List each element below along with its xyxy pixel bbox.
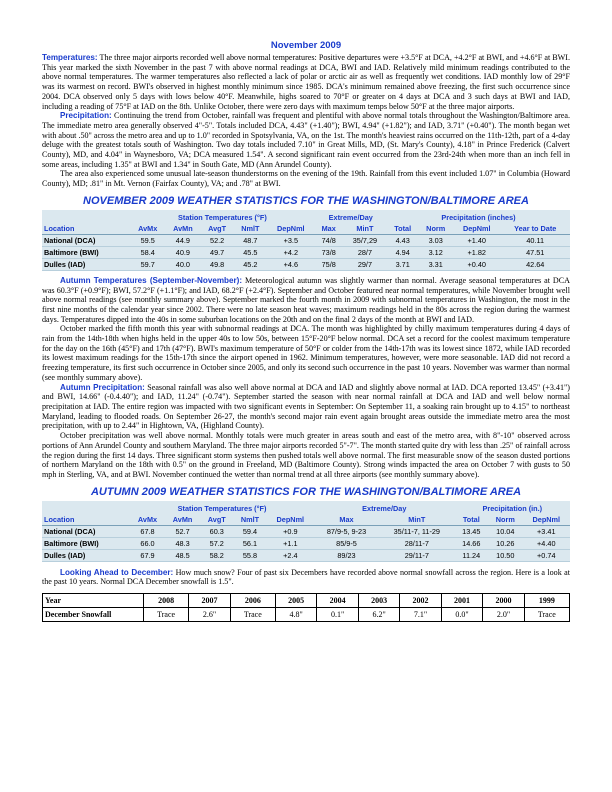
table-cell: 47.51 [500,246,570,258]
autumn-temperatures-lead: Autumn Temperatures (September-November): [60,275,243,285]
table-cell: Trace [524,608,569,622]
month-title: November 2009 [270,40,342,51]
table-cell: 1999 [524,594,569,608]
column-header: Location [42,514,130,526]
column-header: AvgT [201,223,234,235]
table-cell: 0.0" [441,608,482,622]
table-row [42,525,570,537]
table-cell: 29/7 [343,258,387,270]
table-cell: 2004 [317,594,358,608]
autumn-temperatures-text: Meteorological autumn was slightly warmer than normal. Average seasonal temperatures at DCA was 60.3°F (+0.9°F); BWI, 57.2°F (+1.1°F); and IAD, 68.2°F (+2.4°F). September and October featured near normal temperatures, while November brought well above normal readings (see monthly summary above). September marked the fourth month in 2009 with subnormal temperatures in Washington, the most in the first nine months of the calendar year since 2002. There were no late season heat waves; maximum readings held in the 80s across the region during the warmest days. Temperatures dipped into the 40s in some suburban locations on the 20th and on the final 2 days of the month at BWI and IAD. [42,275,570,324]
autumn-stats-table [42,501,570,562]
october-temperatures-paragraph: October marked the fifth month this year with subnormal readings at DCA. The month was highlighted by chilly maximum temperatures during 4 days of rain from the 14th-18th when highs held in the upper 40s to low 50s, between 15°F-20°F below normal. DCA set a record for the coolest maximum temperature for the day on the 16th (45°F) and 17th (47°F). BWI's maximum temperature of 50°F or colder from the 14th-17th was its lowest since 1872, while IAD recorded its lowest maximum readings for the 15th-17th since the airport opened in 1962. Minimum temperatures, however, were more seasonable. IAD did not record a freezing temperature, its first such occurrence in October since 2005, and only its second such occurrence in the past 10 years. November was warmer than normal (see monthly summary above). [42,324,570,382]
table-cell: 89/23 [314,549,379,561]
table-group-row [42,501,570,514]
table-cell: 40.0 [165,258,200,270]
column-header: DepNml [523,514,570,526]
column-header: Norm [418,223,453,235]
table-cell: Baltimore (BWI) [42,246,130,258]
table-cell: 3.03 [418,234,453,246]
column-header: DepNml [267,514,314,526]
november-stats-title: NOVEMBER 2009 WEATHER STATISTICS FOR THE WASHINGTON/BALTIMORE AREA [83,194,529,207]
table-cell: Dulles (IAD) [42,549,130,561]
column-header: DepNml [453,223,500,235]
thunderstorm-paragraph: The area also experienced some unusual late-season thunderstorms on the evening of the 19th. Rainfall from this event included 1.07" in Columbia (Howard County), MD; .81" in Mt. Vernon (Fairfax County), VA; and .78" at BWI. [42,169,570,189]
newsletter-page [42,40,570,622]
snowfall-label: December Snowfall [43,608,144,622]
looking-ahead-lead: Looking Ahead to December: [60,567,174,577]
table-row [43,608,570,622]
table-cell: 2003 [358,594,399,608]
column-header: DepNml [267,223,314,235]
extreme-group-label: Extreme/Day [328,212,373,222]
precip-group-label: Precipitation (inches) [441,212,516,222]
column-header: Max [315,223,343,235]
autumn-precipitation-lead: Autumn Precipitation: [60,382,145,392]
table-row [42,549,570,561]
table-header-row [42,223,570,235]
autumn-temperatures-paragraph [42,276,570,325]
table-cell: 29/11-7 [379,549,455,561]
table-cell: 49.7 [201,246,234,258]
table-cell: +1.40 [453,234,500,246]
table-cell: 48.7 [234,234,267,246]
table-cell: 7.1" [400,608,441,622]
autumn-stats-title: AUTUMN 2009 WEATHER STATISTICS FOR THE WASHINGTON/BALTIMORE AREA [90,485,522,498]
table-cell: 4.43 [387,234,418,246]
column-header: NmlT [233,514,266,526]
table-cell: 66.0 [130,537,165,549]
precipitation-paragraph [42,111,570,169]
autumn-precipitation-paragraph [42,383,570,432]
table-cell: 2000 [483,594,524,608]
table-cell: 58.4 [130,246,165,258]
table-cell: 2005 [275,594,316,608]
table-cell: 42.64 [500,258,570,270]
precip-group-label: Precipitation (in.) [482,503,543,513]
column-header: MinT [379,514,455,526]
table-cell: +0.74 [523,549,570,561]
table-cell: 6.2" [358,608,399,622]
table-cell: Dulles (IAD) [42,258,130,270]
column-header: AvMx [130,223,165,235]
table-cell: National (DCA) [42,234,130,246]
table-cell: 57.2 [200,537,233,549]
table-cell: 14.66 [455,537,488,549]
column-header: Norm [488,514,523,526]
table-cell: +0.9 [267,525,314,537]
table-cell: +4.6 [267,258,314,270]
temperatures-lead: Temperatures: [42,53,98,62]
table-cell: 58.2 [200,549,233,561]
table-cell: 48.5 [165,549,200,561]
table-cell: 52.2 [201,234,234,246]
table-cell: 11.24 [455,549,488,561]
table-cell: 35/11-7, 11-29 [379,525,455,537]
november-stats-table [42,210,570,271]
table-cell: 49.8 [201,258,234,270]
table-cell: Trace [230,608,275,622]
looking-ahead-paragraph [42,568,570,587]
table-cell: 28/7 [343,246,387,258]
table-cell: 45.2 [234,258,267,270]
table-header-row [42,514,570,526]
table-cell: 2002 [400,594,441,608]
table-cell: 59.5 [130,234,165,246]
table-cell: +4.40 [523,537,570,549]
table-cell: 10.04 [488,525,523,537]
column-header: NmlT [234,223,267,235]
table-row [42,246,570,258]
table-cell: 59.7 [130,258,165,270]
temp-group-label: Station Temperatures (°F) [177,503,267,513]
table-cell: 75/8 [315,258,343,270]
column-header: Location [42,223,130,235]
precipitation-lead: Precipitation: [60,111,112,121]
precipitation-text: Continuing the trend from October, rainfall was frequent and plentiful with above normal totals throughout the Washington/Baltimore area. The immediate metro area generally observed 4"-5". Totals included DCA, 4.43" (+1.40"); BWI, 4.94" (+1.82"); and IAD, 3.71" (+0.40"). The month began wet with about .50" across the metro area and up to 1.0" recorded in Spotsylvania, VA, on the 1st. The month's heaviest rains occurred on the 11th-12th, part of a 4-day deluge with the greatest totals south of Washington. Two day totals included 7.10" in Great Mills, MD, (St. Mary's County), 4.18" in Prince Frederick (Calvert County), MD, and 4.04" in Waynesboro, VA; DCA measured 1.54". A second significant rain event occurred from the 23rd-24th when more than an inch fell in some areas, including 1.35" at BWI and 1.34" in South Gate, MD (Ann Arundel County). [42,111,570,169]
table-cell: 87/9-5, 9-23 [314,525,379,537]
table-cell: 4.94 [387,246,418,258]
table-cell: 2006 [230,594,275,608]
table-cell: +3.41 [523,525,570,537]
table-cell: 4.8" [275,608,316,622]
table-cell: 74/8 [315,234,343,246]
table-cell: 60.3 [200,525,233,537]
table-cell: 2007 [189,594,230,608]
year-label: Year [43,594,144,608]
table-row [43,594,570,608]
table-cell: 2.0" [483,608,524,622]
looking-ahead-text: How much snow? Four of past six Decembers have recorded above normal snowfall across the region. Here is a look at the past 10 years. Normal DCA December snowfall is 1.5". [42,567,570,587]
column-header: Year to Date [500,223,570,235]
temperatures-text: The three major airports recorded well above normal temperatures: Positive departures were +3.5°F at DCA, +4.2°F at BWI, and +4.6°F at BWI. This year marked the sixth November in the past 7 with above normal readings at DCA, BWI and IAD. Relatively mild minimum readings contributed to the above normal temperatures. The warmer temperatures also reflected a lack of polar or arctic air as well as frequently wet conditions. IAD monthly low of 29°F was its warmest on record. BWI's observed in highest monthly minimum since 1985. DCA's minimum remained above freezing, the first such occurrence since 2004. DCA observed only 5 days with lows below 40°F. Meanwhile, highs soared to 70°F or greater on 4 days at DCA and 3 such days at BWI and IAD, including a reading of 75°F at IAD on the 8th. Unlike October, there were zero days with maximum temps below 50°F at the three major airports. [42,53,570,111]
table-cell: 67.9 [130,549,165,561]
column-header: AvMn [165,514,200,526]
column-header: AvgT [200,514,233,526]
table-cell: 13.45 [455,525,488,537]
temp-group-label: Station Temperatures (°F) [178,212,267,222]
table-cell: 48.3 [165,537,200,549]
table-cell: 28/11-7 [379,537,455,549]
column-header: Total [387,223,418,235]
column-header: Max [314,514,379,526]
table-cell: 3.31 [418,258,453,270]
table-cell: 35/7,29 [343,234,387,246]
table-cell: National (DCA) [42,525,130,537]
october-precipitation-paragraph: October precipitation was well above normal. Monthly totals were much greater in areas south and east of the metro area, with 8"-10" observed across portions of Ann Arundel County and southern Maryland. The three major airports recorded 5"-7". The month started quite dry with less than .25" of rainfall across the region during the first 14 days. Three significant storm systems then pushed totals well above normal. The first measurable snow of the season dusted portions of northern Maryland on the 18th with 0.5" on the ground in Freeland, MD (Baltimore County). Strong winds impacted the area on October 7 with gusts to 50 mph in Sterling, VA, and at BWI. November continued the wetter than normal trend at all three airports (see monthly summary above). [42,431,570,479]
table-row [42,258,570,270]
table-cell: +2.4 [267,549,314,561]
table-cell: 59.4 [233,525,266,537]
table-cell: 2.6" [189,608,230,622]
table-cell: 73/8 [315,246,343,258]
table-cell: 2008 [144,594,189,608]
table-cell: 40.9 [165,246,200,258]
extreme-group-label: Extreme/Day [362,503,407,513]
temperatures-paragraph [42,53,570,111]
table-cell: +0.40 [453,258,500,270]
table-cell: Trace [144,608,189,622]
table-cell: 85/9-5 [314,537,379,549]
autumn-precipitation-text: Seasonal rainfall was also well above normal at DCA and IAD and slightly above normal at IAD. DCA reported 13.45" (+3.41") and BWI, 14.66" (-0.4.40"); and IAD, 11.24" (-0.74"). September started the season with near normal rainfall at DCA and IAD and well below normal precipitation at IAD. The entire region was impacted with two significant events in September: On September 11, a soaking rain brought up to 4.15" to northeast Maryland, leading to flooded roads. On September 26-27, the month's second major rain event again brought areas outside the immediate metro area the most precipitation, with up to 2.44" in Hightown, VA, (Highland County). [42,382,570,431]
table-cell: +1.1 [267,537,314,549]
column-header: Total [455,514,488,526]
table-cell: 44.9 [165,234,200,246]
table-cell: 3.12 [418,246,453,258]
table-cell: 45.5 [234,246,267,258]
column-header: AvMx [130,514,165,526]
column-header: AvMn [165,223,200,235]
table-cell: 2001 [441,594,482,608]
table-cell: 10.50 [488,549,523,561]
table-cell: +1.82 [453,246,500,258]
table-cell: Baltimore (BWI) [42,537,130,549]
table-cell: +3.5 [267,234,314,246]
table-cell: 56.1 [233,537,266,549]
table-row [42,537,570,549]
table-group-row [42,210,570,223]
table-cell: 55.8 [233,549,266,561]
december-snowfall-table [42,593,570,622]
table-cell: 40.11 [500,234,570,246]
table-cell: 10.26 [488,537,523,549]
table-cell: +4.2 [267,246,314,258]
table-cell: 3.71 [387,258,418,270]
table-cell: 67.8 [130,525,165,537]
table-row [42,234,570,246]
table-cell: 52.7 [165,525,200,537]
table-cell: 0.1" [317,608,358,622]
column-header: MinT [343,223,387,235]
